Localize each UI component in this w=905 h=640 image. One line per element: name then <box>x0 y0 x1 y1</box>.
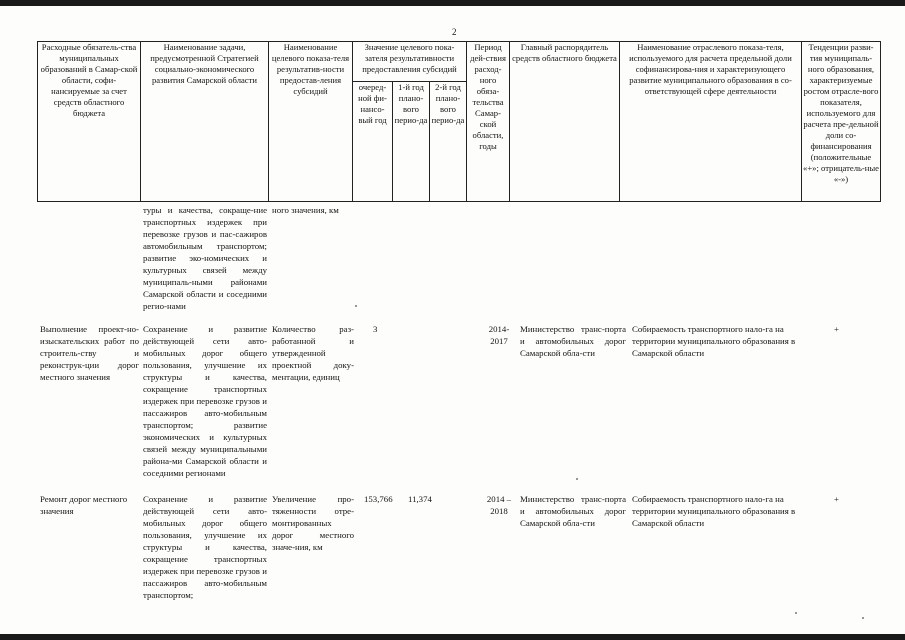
header-trend: Тенденции разви-тия муниципаль-ного образования, характеризуемые ростом отрасле-вого показателя, используемого для расчета пре-дельной доли со-финансирования (положительные «+»; отрицатель-ные «-») <box>802 42 881 202</box>
row1-manager: Министерство транс-порта и автомобильных дорог Самарской обла-сти <box>520 324 626 358</box>
page-number: 2 <box>452 27 457 37</box>
row2-period: 2014 – 2018 <box>486 494 512 516</box>
row2-indicator: Увеличение про-тяженности отре-монтированных дорог местного значе-ния, км <box>272 494 354 552</box>
header-task: Наименование задачи, предусмотренной Стратегией социально-экономического развития Самарской области <box>141 42 269 202</box>
header-period: Период дей-ствия расход-ного обяза-тельства Самар-ской области, годы <box>467 42 510 202</box>
scan-speck <box>576 478 578 480</box>
continuation-indicator: ного значения, км <box>272 205 339 215</box>
row1-indicator: Количество раз-работанной и утвержденной проектной доку-ментации, единиц <box>272 324 354 382</box>
row1-task: Сохранение и развитие действующей сети авто-мобильных дорог общего пользования, улучшение их структуры и качества, сокращение транспортных издержек при перевозке грузов и пассажиров авто-мобильным транспортом; развитие экономических и культурных связей между муниципальными района-ми Самарской области и соседними регионами <box>143 324 267 478</box>
row2-task: Сохранение и развитие действующей сети авто-мобильных дорог общего пользования, улучшение их структуры и качества, сокращение транспортных издержек при перевозке грузов и пассажиров авто-мобильным транспортом; <box>143 494 267 600</box>
scan-speck <box>795 612 797 614</box>
row1-sector-indicator: Собираемость транспортного нало-га на территории муниципального образования в Самарской области <box>632 324 796 358</box>
scan-edge-top <box>0 0 905 6</box>
header-value-current: очеред-ной фи-нансо-вый год <box>353 82 393 202</box>
header-value-plan1: 1-й год плано-вого перио-да <box>393 82 430 202</box>
scan-speck <box>862 617 864 619</box>
row2-manager: Министерство транс-порта и автомобильных дорог Самарской обла-сти <box>520 494 626 528</box>
scan-edge-bottom <box>0 634 905 640</box>
header-indicator: Наименование целевого показа-теля результатив-ности предостав-ления субсидий <box>269 42 353 202</box>
row1-value-current: 3 <box>373 324 378 334</box>
header-manager: Главный распорядитель средств областного бюджета <box>510 42 620 202</box>
row1-trend: + <box>834 324 839 334</box>
header-sector-indicator: Наименование отраслевого показа-теля, используемого для расчета предельной доли софинансирова-ния и характеризующего развитие муниципального образования в со-ответствующей сфере деятельности <box>620 42 802 202</box>
row2-sector-indicator: Собираемость транспортного нало-га на территории муниципального образования в Самарской области <box>632 494 796 528</box>
row2-obligation: Ремонт дорог местного значения <box>40 494 128 516</box>
row2-trend: + <box>834 494 839 504</box>
scan-speck <box>355 305 357 307</box>
header-value-plan2: 2-й год плано-вого перио-да <box>430 82 467 202</box>
row2-value-plan1: 11,374 <box>408 494 432 504</box>
header-obligation: Расходные обязатель-ства муниципальных образований в Самар-ской области, софи-нансируемые за счет средств областного бюджета <box>38 42 141 202</box>
row1-obligation: Выполнение проект-но-изыскательских работ по строитель-ству и реконструк-ции дорог местного значения <box>40 324 139 382</box>
continuation-task: туры и качества, сокраще-ние транспортных издержек при перевозке грузов и пас-сажиров автомобильным транспортом; развитие эко-номических и культурных связей между муниципаль-ными районами Самарской области и соседними регио-нами <box>143 205 267 311</box>
row2-value-current: 153,766 <box>364 494 393 504</box>
table-header <box>37 41 881 202</box>
row1-period: 2014-2017 <box>488 324 510 346</box>
header-value-group: Значение целевого пока-зателя результативности предоставления субсидий <box>353 42 467 82</box>
